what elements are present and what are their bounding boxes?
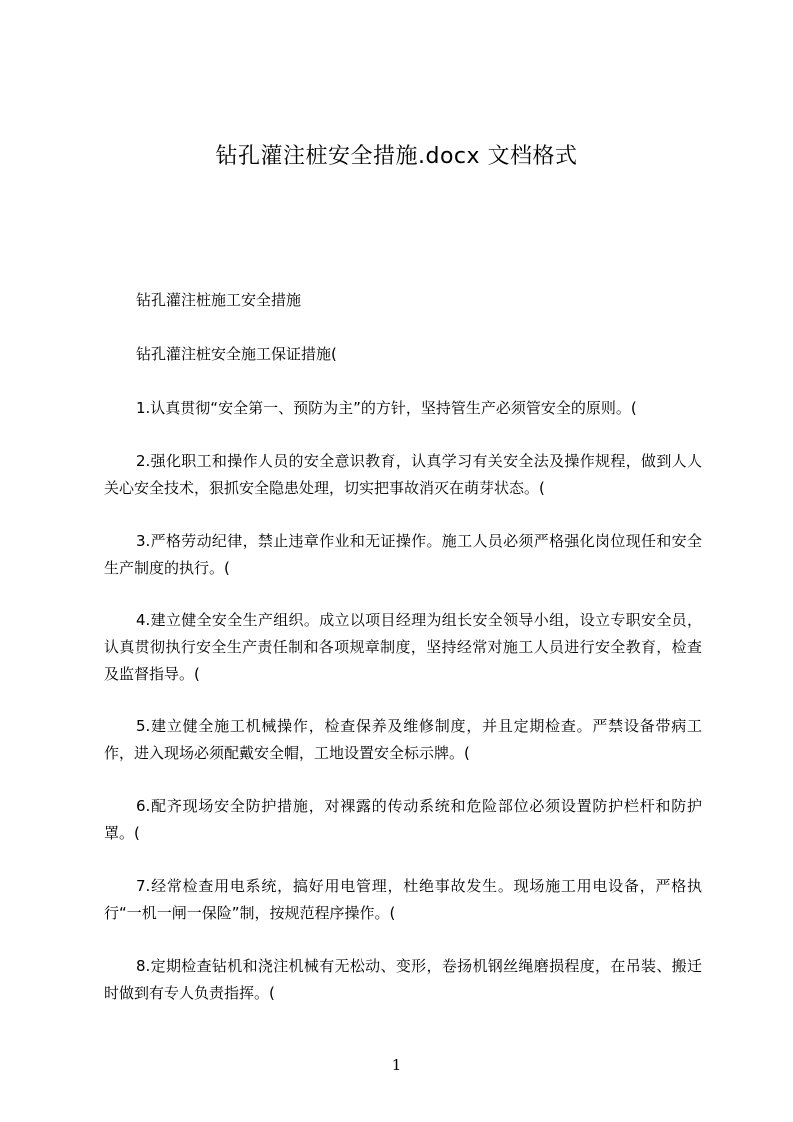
paragraph-5: 5.建立健全施工机械操作，检查保养及维修制度，并且定期检查。严禁设备带病工作，进入现场必须配戴安全帽，工地设置安全标示牌。( (104, 717, 702, 762)
document-title: 钻孔灌注桩安全措施.docx 文档格式 (215, 144, 578, 169)
section-subheading: 钻孔灌注桩安全施工保证措施( (136, 345, 337, 363)
paragraph-2: 2.强化职工和操作人员的安全意识教育，认真学习有关安全法及操作规程，做到人人关心安全技术，狠抓安全隐患处理，切实把事故消灭在萌芽状态。( (104, 452, 702, 497)
paragraph-7: 7.经常检查用电系统，搞好用电管理，杜绝事故发生。现场施工用电设备，严格执行“一机一闸一保险”制，按规范程序操作。( (104, 877, 702, 922)
paragraph-3: 3.严格劳动纪律，禁止违章作业和无证操作。施工人员必须严格强化岗位现任和安全生产制度的执行。( (104, 532, 702, 577)
page-number: 1 (391, 1056, 402, 1074)
paragraph-1: 1.认真贯彻“安全第一、预防为主”的方针，坚持管生产必须管安全的原则。( (136, 399, 637, 417)
paragraph-8: 8.定期检查钻机和浇注机械有无松动、变形，卷扬机钢丝绳磨损程度，在吊装、搬迁时做到有专人负责指挥。( (104, 957, 702, 1002)
paragraph-6: 6.配齐现场安全防护措施，对裸露的传动系统和危险部位必须设置防护栏杆和防护罩。( (104, 797, 702, 842)
paragraph-4: 4.建立健全安全生产组织。成立以项目经理为组长安全领导小组，设立专职安全员，认真贯彻执行安全生产责任制和各项规章制度，坚持经常对施工人员进行安全教育，检查及监督指导。( (104, 611, 702, 683)
section-heading: 钻孔灌注桩施工安全措施 (136, 291, 302, 309)
